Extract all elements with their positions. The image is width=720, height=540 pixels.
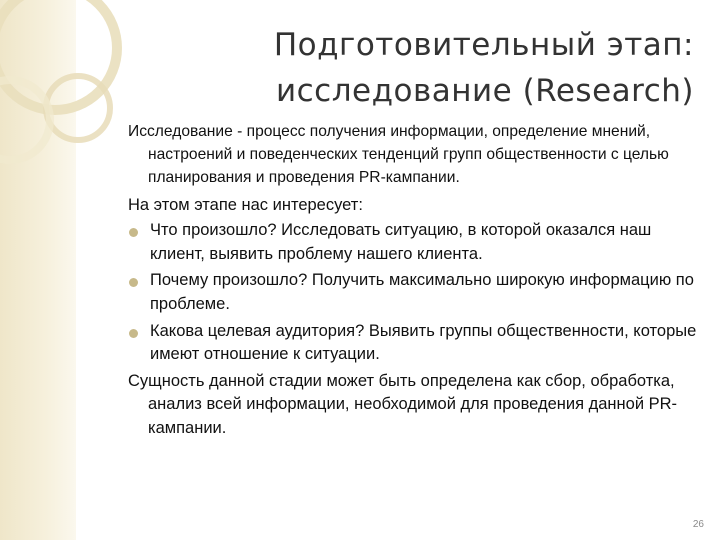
bullet-text: Что произошло? Исследовать ситуацию, в которой оказался наш клиент, выявить проблему нашего клиента. [150,221,652,263]
bullet-item [128,269,698,316]
bullet-text: Какова целевая аудитория? Выявить группы общественности, которые имеют отношение к ситуации. [150,321,697,364]
summary-paragraph: Сущность данной стадии может быть определена как сбор, обработка, анализ всей информации, необходимой для проведения данной PR-кампании. [128,371,678,437]
definition-paragraph: Исследование - процесс получения информации, определение мнений, настроений и поведенческих тенденций групп общественности с целью планирования и проведения PR-кампании. [128,123,669,187]
slide-title [174,22,694,114]
title-line-1: Подготовительный этап: [273,27,694,63]
page-number: 26 [692,519,704,530]
bullet-item [128,219,698,266]
intro-paragraph: На этом этапе нас интересует: [128,195,363,214]
bullet-dot-icon [129,278,138,287]
bullet-dot-icon [129,329,138,338]
left-background-band [0,0,76,540]
bullet-dot-icon [129,228,138,237]
slide-body [128,120,698,443]
bullet-item [128,320,698,367]
title-line-2: исследование (Research) [275,73,694,109]
bullet-text: Почему произошло? Получить максимально широкую информацию по проблеме. [150,271,694,313]
